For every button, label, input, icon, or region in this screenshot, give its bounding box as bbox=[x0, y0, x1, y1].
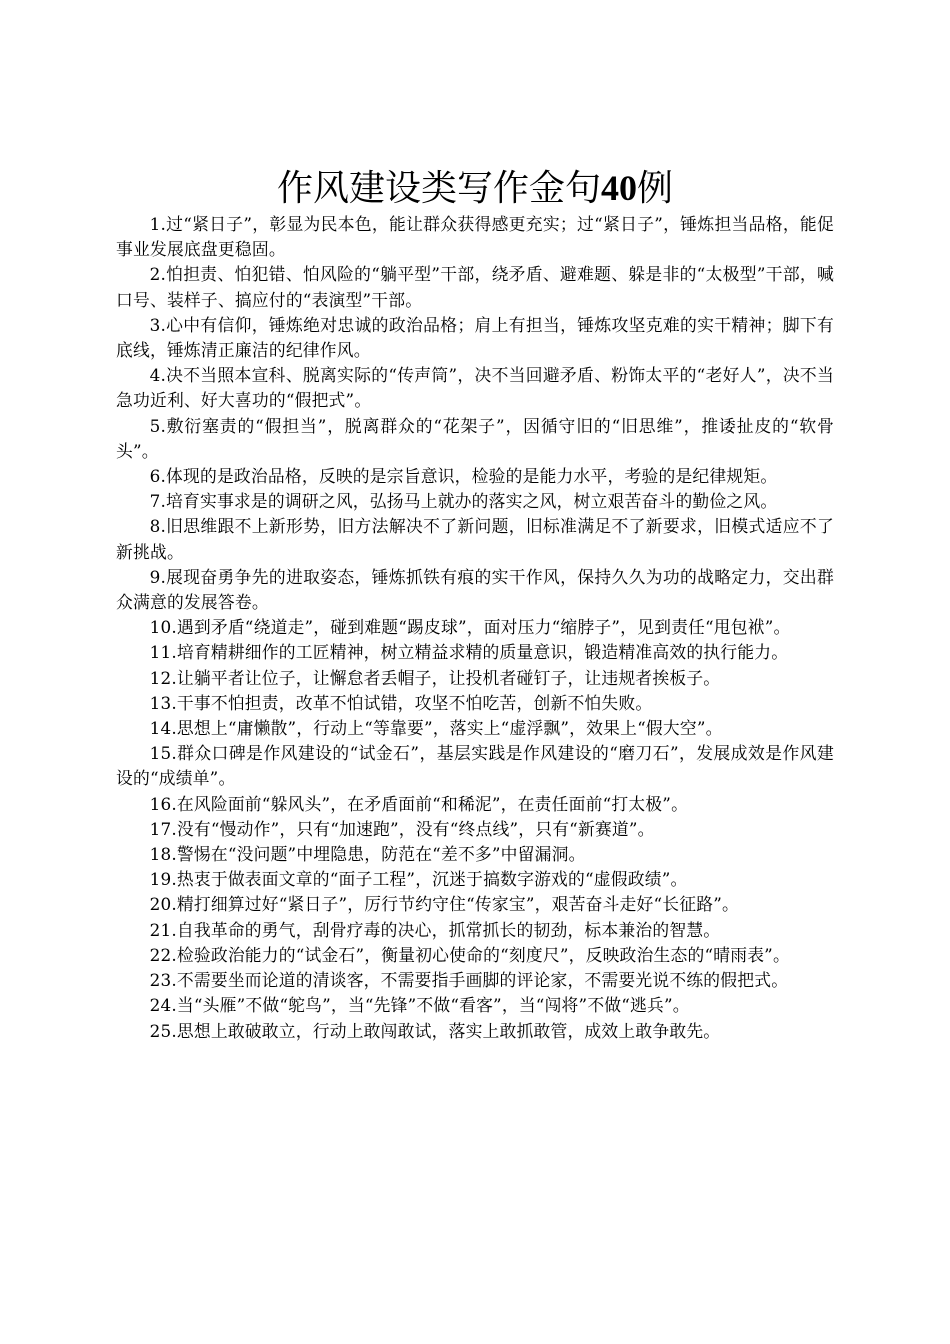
quote-item: 14.思想上“庸懒散”，行动上“等靠要”，落实上“虚浮飘”，效果上“假大空”。 bbox=[149, 718, 723, 739]
quote-item: 12.让躺平者让位子，让懈怠者丢帽子，让投机者碰钉子，让违规者挨板子。 bbox=[149, 667, 721, 688]
quote-item: 1.过“紧日子”，彰显为民本色，能让群众获得感更充实；过“紧日子”，锤炼担当品格，能促事业发展底盘更稳固。 bbox=[116, 214, 834, 260]
quote-item: 25.思想上敢破敢立，行动上敢闯敢试，落实上敢抓敢管，成效上敢争敢先。 bbox=[149, 1020, 721, 1041]
quote-item: 16.在风险面前“躲风头”，在矛盾面前“和稀泥”，在责任面前“打太极”。 bbox=[149, 793, 689, 814]
title-text: 作风建设类写作金句 bbox=[276, 168, 601, 209]
quote-item: 5.敷衍塞责的“假担当”，脱离群众的“花架子”，因循守旧的“旧思维”，推诿扯皮的“软骨头”。 bbox=[116, 415, 834, 461]
quote-item: 24.当“头雁”不做“鸵鸟”，当“先锋”不做“看客”，当“闯将”不做“逃兵”。 bbox=[149, 995, 690, 1016]
quote-list bbox=[116, 212, 834, 1044]
quote-item: 6.体现的是政治品格，反映的是宗旨意识，检验的是能力水平，考验的是纪律规矩。 bbox=[149, 466, 778, 487]
quote-item: 17.没有“慢动作”，只有“加速跑”，没有“终点线”，只有“新赛道”。 bbox=[149, 818, 655, 839]
quote-item: 4.决不当照本宣科、脱离实际的“传声筒”，决不当回避矛盾、粉饰太平的“老好人”，决不当急功近利、好大喜功的“假把式”。 bbox=[116, 365, 834, 411]
quote-item: 11.培育精耕细作的工匠精神，树立精益求精的质量意识，锻造精准高效的执行能力。 bbox=[149, 642, 789, 663]
quote-item: 10.遇到矛盾“绕道走”，碰到难题“踢皮球”，面对压力“缩脖子”，见到责任“甩包袱”。 bbox=[149, 617, 791, 638]
quote-item: 9.展现奋勇争先的进取姿态，锤炼抓铁有痕的实干作风，保持久久为功的战略定力，交出群众满意的发展答卷。 bbox=[116, 566, 834, 613]
document-title bbox=[0, 166, 950, 211]
quote-item: 18.警惕在“没问题”中埋隐患，防范在“差不多”中留漏洞。 bbox=[149, 844, 586, 865]
title-suffix: 例 bbox=[637, 168, 674, 209]
quote-item: 23.不需要坐而论道的清谈客，不需要指手画脚的评论家，不需要光说不练的假把式。 bbox=[149, 970, 789, 991]
quote-item: 3.心中有信仰，锤炼绝对忠诚的政治品格；肩上有担当，锤炼攻坚克难的实干精神；脚下有底线，锤炼清正廉洁的纪律作风。 bbox=[116, 314, 834, 361]
quote-item: 2.怕担责、怕犯错、怕风险的“躺平型”干部，绕矛盾、避难题、躲是非的“太极型”干部，喊口号、装样子、搞应付的“表演型”干部。 bbox=[116, 264, 834, 310]
quote-item: 21.自我革命的勇气，刮骨疗毒的决心，抓常抓长的韧劲，标本兼治的智慧。 bbox=[149, 919, 721, 940]
quote-item: 20.精打细算过好“紧日子”，厉行节约守住“传家宝”，艰苦奋斗走好“长征路”。 bbox=[149, 894, 739, 915]
quote-item: 13.干事不怕担责，改革不怕试错，攻坚不怕吃苦，创新不怕失败。 bbox=[149, 692, 653, 713]
quote-item: 19.热衷于做表面文章的“面子工程”，沉迷于搞数字游戏的“虚假政绩”。 bbox=[149, 869, 688, 890]
quote-item: 15.群众口碑是作风建设的“试金石”，基层实践是作风建设的“磨刀石”，发展成效是作风建设的“成绩单”。 bbox=[116, 743, 834, 789]
quote-item: 8.旧思维跟不上新形势，旧方法解决不了新问题，旧标准满足不了新要求，旧模式适应不了新挑战。 bbox=[116, 516, 834, 562]
quote-item: 22.检验政治能力的“试金石”，衡量初心使命的“刻度尺”，反映政治生态的“晴雨表”。 bbox=[149, 944, 790, 965]
title-number: 40 bbox=[601, 168, 637, 208]
quote-item: 7.培育实事求是的调研之风，弘扬马上就办的落实之风，树立艰苦奋斗的勤俭之风。 bbox=[149, 491, 778, 512]
